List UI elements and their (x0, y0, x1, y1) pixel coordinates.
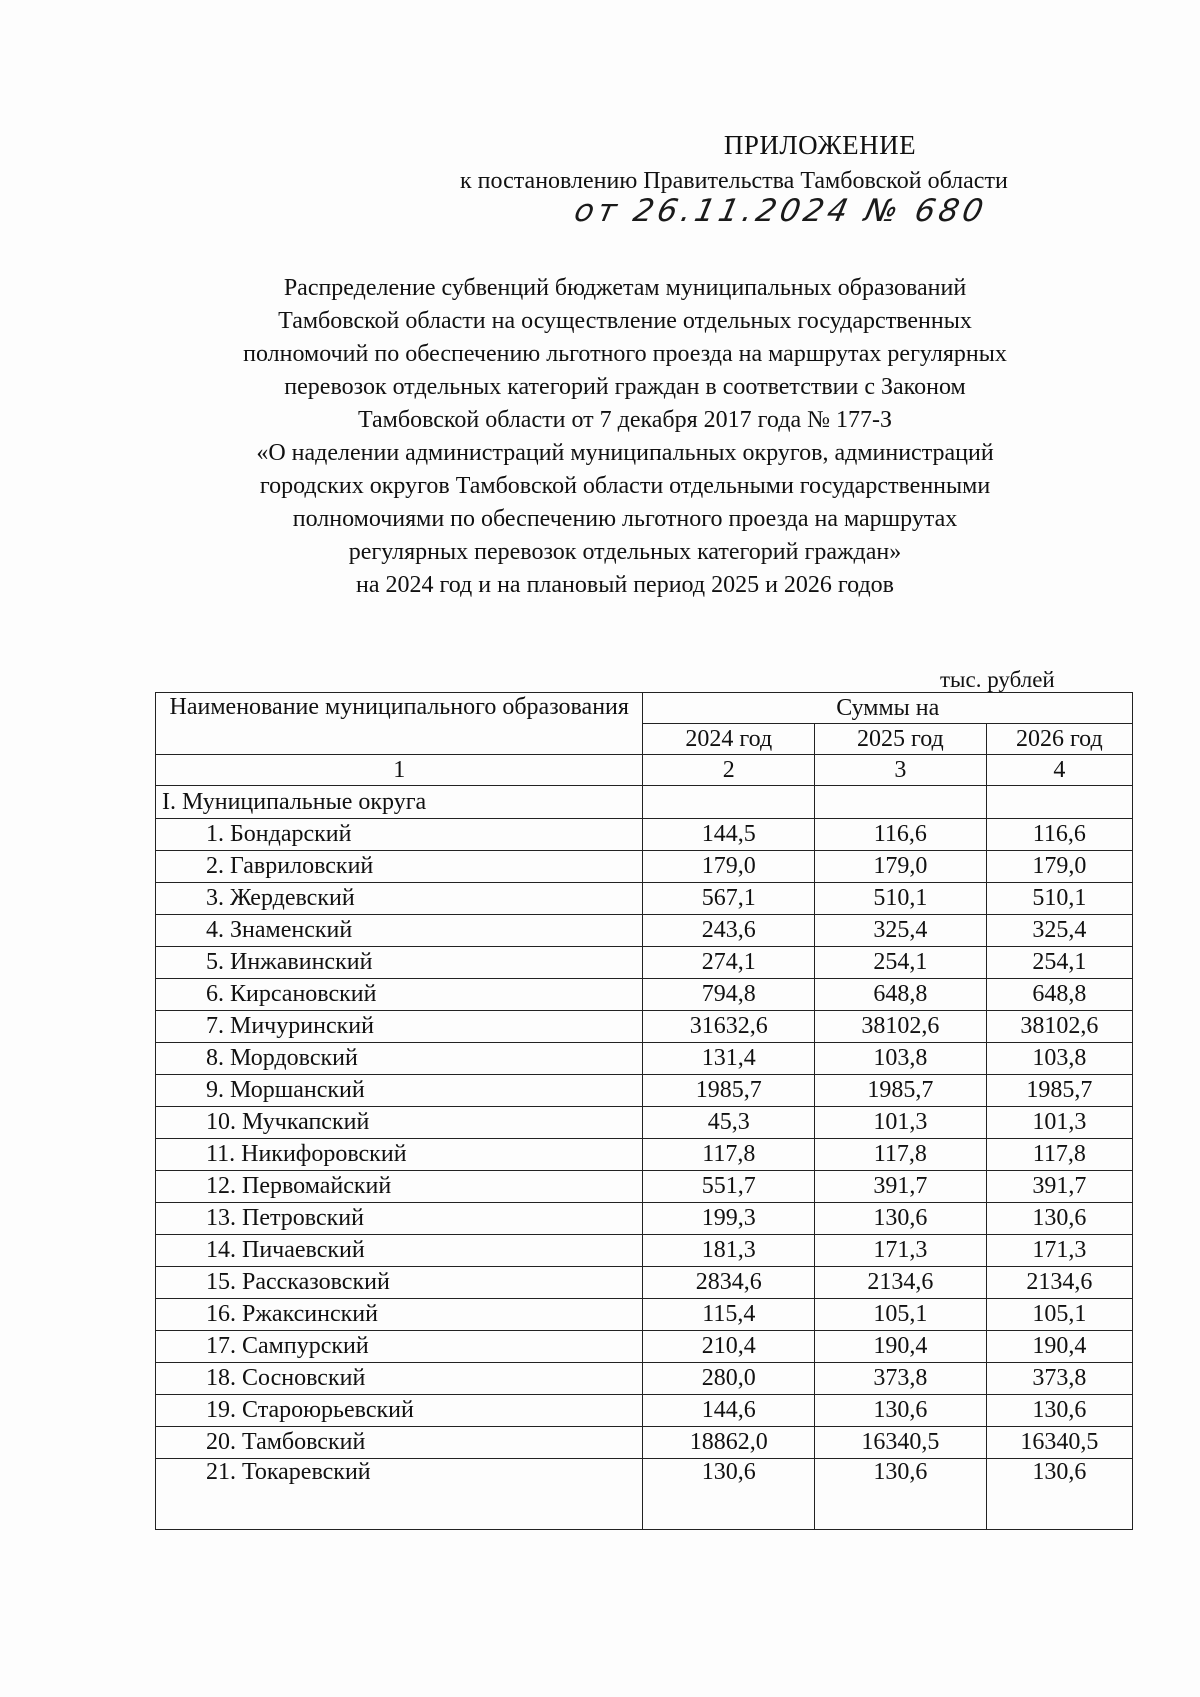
value-2024: 130,6 (643, 1459, 815, 1530)
table-row (156, 1331, 1133, 1363)
value-2025: 116,6 (815, 819, 987, 851)
value-2024: 181,3 (643, 1235, 815, 1267)
value-2025: 325,4 (815, 915, 987, 947)
title-line: Тамбовской области от 7 декабря 2017 года № 177-З (357, 407, 893, 433)
municipality-name: 17. Сампурский (156, 1331, 643, 1363)
value-2026: 254,1 (986, 947, 1132, 979)
value-2026: 190,4 (986, 1331, 1132, 1363)
table-row (156, 915, 1133, 947)
value-2026: 391,7 (986, 1171, 1132, 1203)
value-2025: 2134,6 (815, 1267, 987, 1299)
table-row (156, 979, 1133, 1011)
value-2025: 1985,7 (815, 1075, 987, 1107)
municipality-name: 20. Тамбовский (156, 1427, 643, 1459)
municipality-name: 4. Знаменский (156, 915, 643, 947)
value-2026: 1985,7 (986, 1075, 1132, 1107)
municipality-name: 3. Жердевский (156, 883, 643, 915)
table-row (156, 1299, 1133, 1331)
municipality-name: 6. Кирсановский (156, 979, 643, 1011)
value-2026: 116,6 (986, 819, 1132, 851)
value-2024: 115,4 (643, 1299, 815, 1331)
value-2026: 103,8 (986, 1043, 1132, 1075)
value-2025: 130,6 (815, 1395, 987, 1427)
title-line: Тамбовской области на осуществление отдельных государственных (278, 308, 972, 334)
value-2025: 117,8 (815, 1139, 987, 1171)
value-2026: 130,6 (986, 1459, 1132, 1530)
empty-cell (643, 786, 815, 819)
value-2025: 254,1 (815, 947, 987, 979)
title-line: на 2024 год и на плановый период 2025 и 2026 годов (355, 572, 895, 598)
municipality-name: 15. Рассказовский (156, 1267, 643, 1299)
value-2024: 2834,6 (643, 1267, 815, 1299)
value-2026: 648,8 (986, 979, 1132, 1011)
value-2026: 2134,6 (986, 1267, 1132, 1299)
municipality-name: 19. Староюрьевский (156, 1395, 643, 1427)
municipality-name: 12. Первомайский (156, 1171, 643, 1203)
value-2025: 101,3 (815, 1107, 987, 1139)
value-2024: 144,5 (643, 819, 815, 851)
value-2026: 16340,5 (986, 1427, 1132, 1459)
handwritten-date-number: от 26.11.2024 № 680 (571, 193, 991, 229)
value-2026: 130,6 (986, 1203, 1132, 1235)
value-2025: 510,1 (815, 883, 987, 915)
value-2024: 243,6 (643, 915, 815, 947)
value-2025: 103,8 (815, 1043, 987, 1075)
value-2024: 131,4 (643, 1043, 815, 1075)
table-row (156, 1107, 1133, 1139)
municipality-name: 18. Сосновский (156, 1363, 643, 1395)
value-2025: 16340,5 (815, 1427, 987, 1459)
value-2025: 130,6 (815, 1459, 987, 1530)
table-row (156, 1075, 1133, 1107)
table-row (156, 1395, 1133, 1427)
municipality-name: 7. Мичуринский (156, 1011, 643, 1043)
title-line: полномочиями по обеспечению льготного проезда на маршрутах (292, 506, 958, 532)
table-row (156, 1011, 1133, 1043)
value-2026: 105,1 (986, 1299, 1132, 1331)
value-2026: 510,1 (986, 883, 1132, 915)
value-2026: 373,8 (986, 1363, 1132, 1395)
units-label: тыс. рублей (940, 667, 1055, 692)
municipality-name: 9. Моршанский (156, 1075, 643, 1107)
value-2024: 199,3 (643, 1203, 815, 1235)
municipality-name: 2. Гавриловский (156, 851, 643, 883)
column-number-4: 4 (986, 755, 1132, 786)
table-row (156, 1459, 1133, 1530)
column-number-3: 3 (815, 755, 987, 786)
title-line: перевозок отдельных категорий граждан в соответствии с Законом (284, 374, 966, 400)
value-2024: 280,0 (643, 1363, 815, 1395)
value-2024: 567,1 (643, 883, 815, 915)
value-2025: 179,0 (815, 851, 987, 883)
table-row (156, 1171, 1133, 1203)
column-number-1: 1 (156, 755, 643, 786)
header-year-2025: 2025 год (815, 724, 987, 755)
title-line: городских округов Тамбовской области отдельными государственными (259, 473, 991, 499)
table-row (156, 1203, 1133, 1235)
value-2026: 38102,6 (986, 1011, 1132, 1043)
appendix-subtitle: к постановлению Правительства Тамбовской области (460, 168, 1008, 194)
value-2026: 171,3 (986, 1235, 1132, 1267)
table-row (156, 1043, 1133, 1075)
value-2025: 190,4 (815, 1331, 987, 1363)
value-2026: 130,6 (986, 1395, 1132, 1427)
value-2024: 551,7 (643, 1171, 815, 1203)
header-year-2026: 2026 год (986, 724, 1132, 755)
value-2025: 391,7 (815, 1171, 987, 1203)
value-2024: 179,0 (643, 851, 815, 883)
municipality-name: 16. Ржаксинский (156, 1299, 643, 1331)
value-2025: 171,3 (815, 1235, 987, 1267)
document-title (150, 272, 1100, 602)
value-2024: 18862,0 (643, 1427, 815, 1459)
value-2025: 38102,6 (815, 1011, 987, 1043)
municipality-name: 13. Петровский (156, 1203, 643, 1235)
value-2026: 325,4 (986, 915, 1132, 947)
table-row (156, 1427, 1133, 1459)
title-line: полномочий по обеспечению льготного проезда на маршрутах регулярных (243, 341, 1007, 367)
value-2025: 648,8 (815, 979, 987, 1011)
title-line: «О наделении администраций муниципальных округов, администраций (256, 440, 994, 466)
municipality-name: 14. Пичаевский (156, 1235, 643, 1267)
value-2026: 117,8 (986, 1139, 1132, 1171)
section-title: I. Муниципальные округа (156, 786, 643, 819)
section-row (156, 786, 1133, 819)
header-municipality-name: Наименование муниципального образования (156, 693, 643, 755)
header-sums: Суммы на (643, 693, 1133, 724)
table-row (156, 851, 1133, 883)
value-2026: 179,0 (986, 851, 1132, 883)
value-2024: 144,6 (643, 1395, 815, 1427)
table-row (156, 1363, 1133, 1395)
subsidy-table (155, 692, 1133, 1530)
header-year-2024: 2024 год (643, 724, 815, 755)
table-row (156, 947, 1133, 979)
value-2024: 31632,6 (643, 1011, 815, 1043)
municipality-name: 8. Мордовский (156, 1043, 643, 1075)
value-2025: 373,8 (815, 1363, 987, 1395)
empty-cell (986, 786, 1132, 819)
value-2024: 274,1 (643, 947, 815, 979)
appendix-title: ПРИЛОЖЕНИЕ (723, 130, 917, 160)
value-2024: 794,8 (643, 979, 815, 1011)
municipality-name: 21. Токаревский (156, 1459, 643, 1530)
value-2024: 1985,7 (643, 1075, 815, 1107)
value-2024: 45,3 (643, 1107, 815, 1139)
value-2025: 130,6 (815, 1203, 987, 1235)
municipality-name: 5. Инжавинский (156, 947, 643, 979)
municipality-name: 1. Бондарский (156, 819, 643, 851)
municipality-name: 10. Мучкапский (156, 1107, 643, 1139)
table-row (156, 1139, 1133, 1171)
empty-cell (815, 786, 987, 819)
table-row (156, 1267, 1133, 1299)
table-row (156, 819, 1133, 851)
table-row (156, 883, 1133, 915)
appendix-header (460, 128, 1150, 196)
title-line: Распределение субвенций бюджетам муниципальных образований (283, 275, 967, 301)
column-number-2: 2 (643, 755, 815, 786)
value-2026: 101,3 (986, 1107, 1132, 1139)
title-line: регулярных перевозок отдельных категорий граждан» (348, 539, 902, 565)
value-2025: 105,1 (815, 1299, 987, 1331)
value-2024: 117,8 (643, 1139, 815, 1171)
table-row (156, 1235, 1133, 1267)
value-2024: 210,4 (643, 1331, 815, 1363)
municipality-name: 11. Никифоровский (156, 1139, 643, 1171)
